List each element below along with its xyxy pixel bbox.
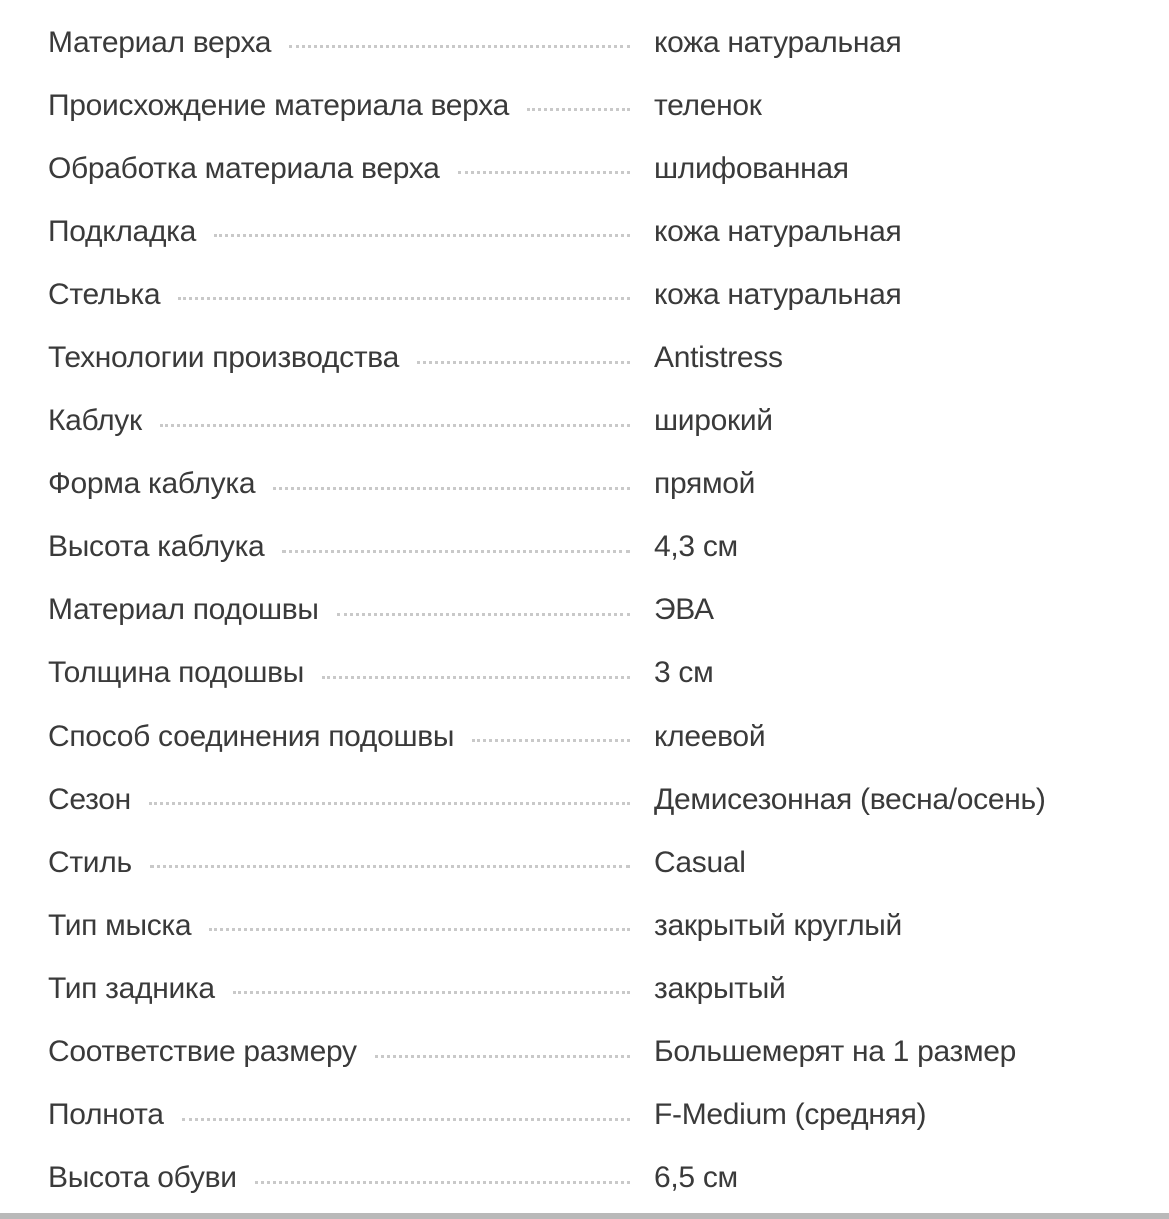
spec-value: F-Medium (средняя) (654, 1098, 927, 1132)
spec-label: Материал верха (48, 25, 272, 59)
dotted-leader (160, 424, 630, 427)
spec-row (48, 390, 1148, 453)
spec-row (48, 453, 1148, 516)
spec-row (48, 831, 1148, 894)
spec-row (48, 200, 1148, 263)
spec-row (48, 768, 1148, 831)
dotted-leader (375, 1055, 630, 1058)
spec-row (48, 74, 1148, 137)
spec-label: Технологии производства (48, 341, 399, 375)
spec-value: Большемерят на 1 размер (654, 1035, 1017, 1069)
spec-row (48, 326, 1148, 389)
dotted-leader (149, 802, 630, 805)
spec-value: кожа натуральная (654, 277, 902, 311)
specs-list (48, 11, 1148, 1210)
spec-value: шлифованная (654, 151, 849, 185)
spec-value: Casual (654, 845, 746, 879)
spec-value: закрытый (654, 971, 786, 1005)
dotted-leader (472, 739, 630, 742)
spec-label: Форма каблука (48, 467, 256, 501)
dotted-leader (273, 487, 630, 490)
spec-value: Antistress (654, 341, 783, 375)
dotted-leader (233, 991, 630, 994)
spec-row (48, 705, 1148, 768)
dotted-leader (337, 613, 630, 616)
dotted-leader (178, 297, 630, 300)
spec-row (48, 642, 1148, 705)
dotted-leader (458, 171, 630, 174)
spec-row (48, 263, 1148, 326)
dotted-leader (322, 676, 630, 679)
spec-row (48, 894, 1148, 957)
dotted-leader (182, 1118, 630, 1121)
spec-value: ЭВА (654, 593, 714, 627)
spec-value: теленок (654, 88, 762, 122)
spec-label: Сезон (48, 782, 131, 816)
spec-label: Происхождение материала верха (48, 88, 509, 122)
spec-label: Каблук (48, 404, 142, 438)
spec-value: 6,5 см (654, 1161, 738, 1195)
spec-row (48, 516, 1148, 579)
spec-label: Высота каблука (48, 530, 265, 564)
spec-row (48, 957, 1148, 1020)
dotted-leader (417, 361, 630, 364)
dotted-leader (255, 1181, 630, 1184)
spec-label: Высота обуви (48, 1161, 237, 1195)
spec-label: Стиль (48, 845, 132, 879)
spec-label: Стелька (48, 277, 161, 311)
spec-label: Соответствие размеру (48, 1035, 357, 1069)
spec-value: 3 см (654, 656, 714, 690)
spec-value: прямой (654, 467, 756, 501)
spec-label: Обработка материала верха (48, 151, 440, 185)
spec-label: Тип мыска (48, 908, 192, 942)
spec-label: Тип задника (48, 971, 215, 1005)
spec-row (48, 11, 1148, 74)
dotted-leader (289, 45, 630, 48)
dotted-leader (282, 550, 630, 553)
spec-value: клеевой (654, 719, 766, 753)
dotted-leader (214, 234, 630, 237)
spec-row (48, 1147, 1148, 1210)
spec-row (48, 1084, 1148, 1147)
dotted-leader (150, 865, 630, 868)
spec-label: Способ соединения подошвы (48, 719, 455, 753)
spec-row (48, 579, 1148, 642)
spec-row (48, 137, 1148, 200)
spec-value: кожа натуральная (654, 25, 902, 59)
spec-label: Толщина подошвы (48, 656, 305, 690)
dotted-leader (527, 108, 630, 111)
spec-label: Полнота (48, 1098, 164, 1132)
spec-label: Подкладка (48, 214, 197, 248)
spec-label: Материал подошвы (48, 593, 319, 627)
bottom-divider (0, 1213, 1169, 1219)
spec-value: Демисезонная (весна/осень) (654, 782, 1046, 816)
spec-value: широкий (654, 404, 773, 438)
spec-value: кожа натуральная (654, 214, 902, 248)
spec-value: закрытый круглый (654, 908, 902, 942)
spec-value: 4,3 см (654, 530, 738, 564)
dotted-leader (209, 928, 630, 931)
spec-row (48, 1021, 1148, 1084)
